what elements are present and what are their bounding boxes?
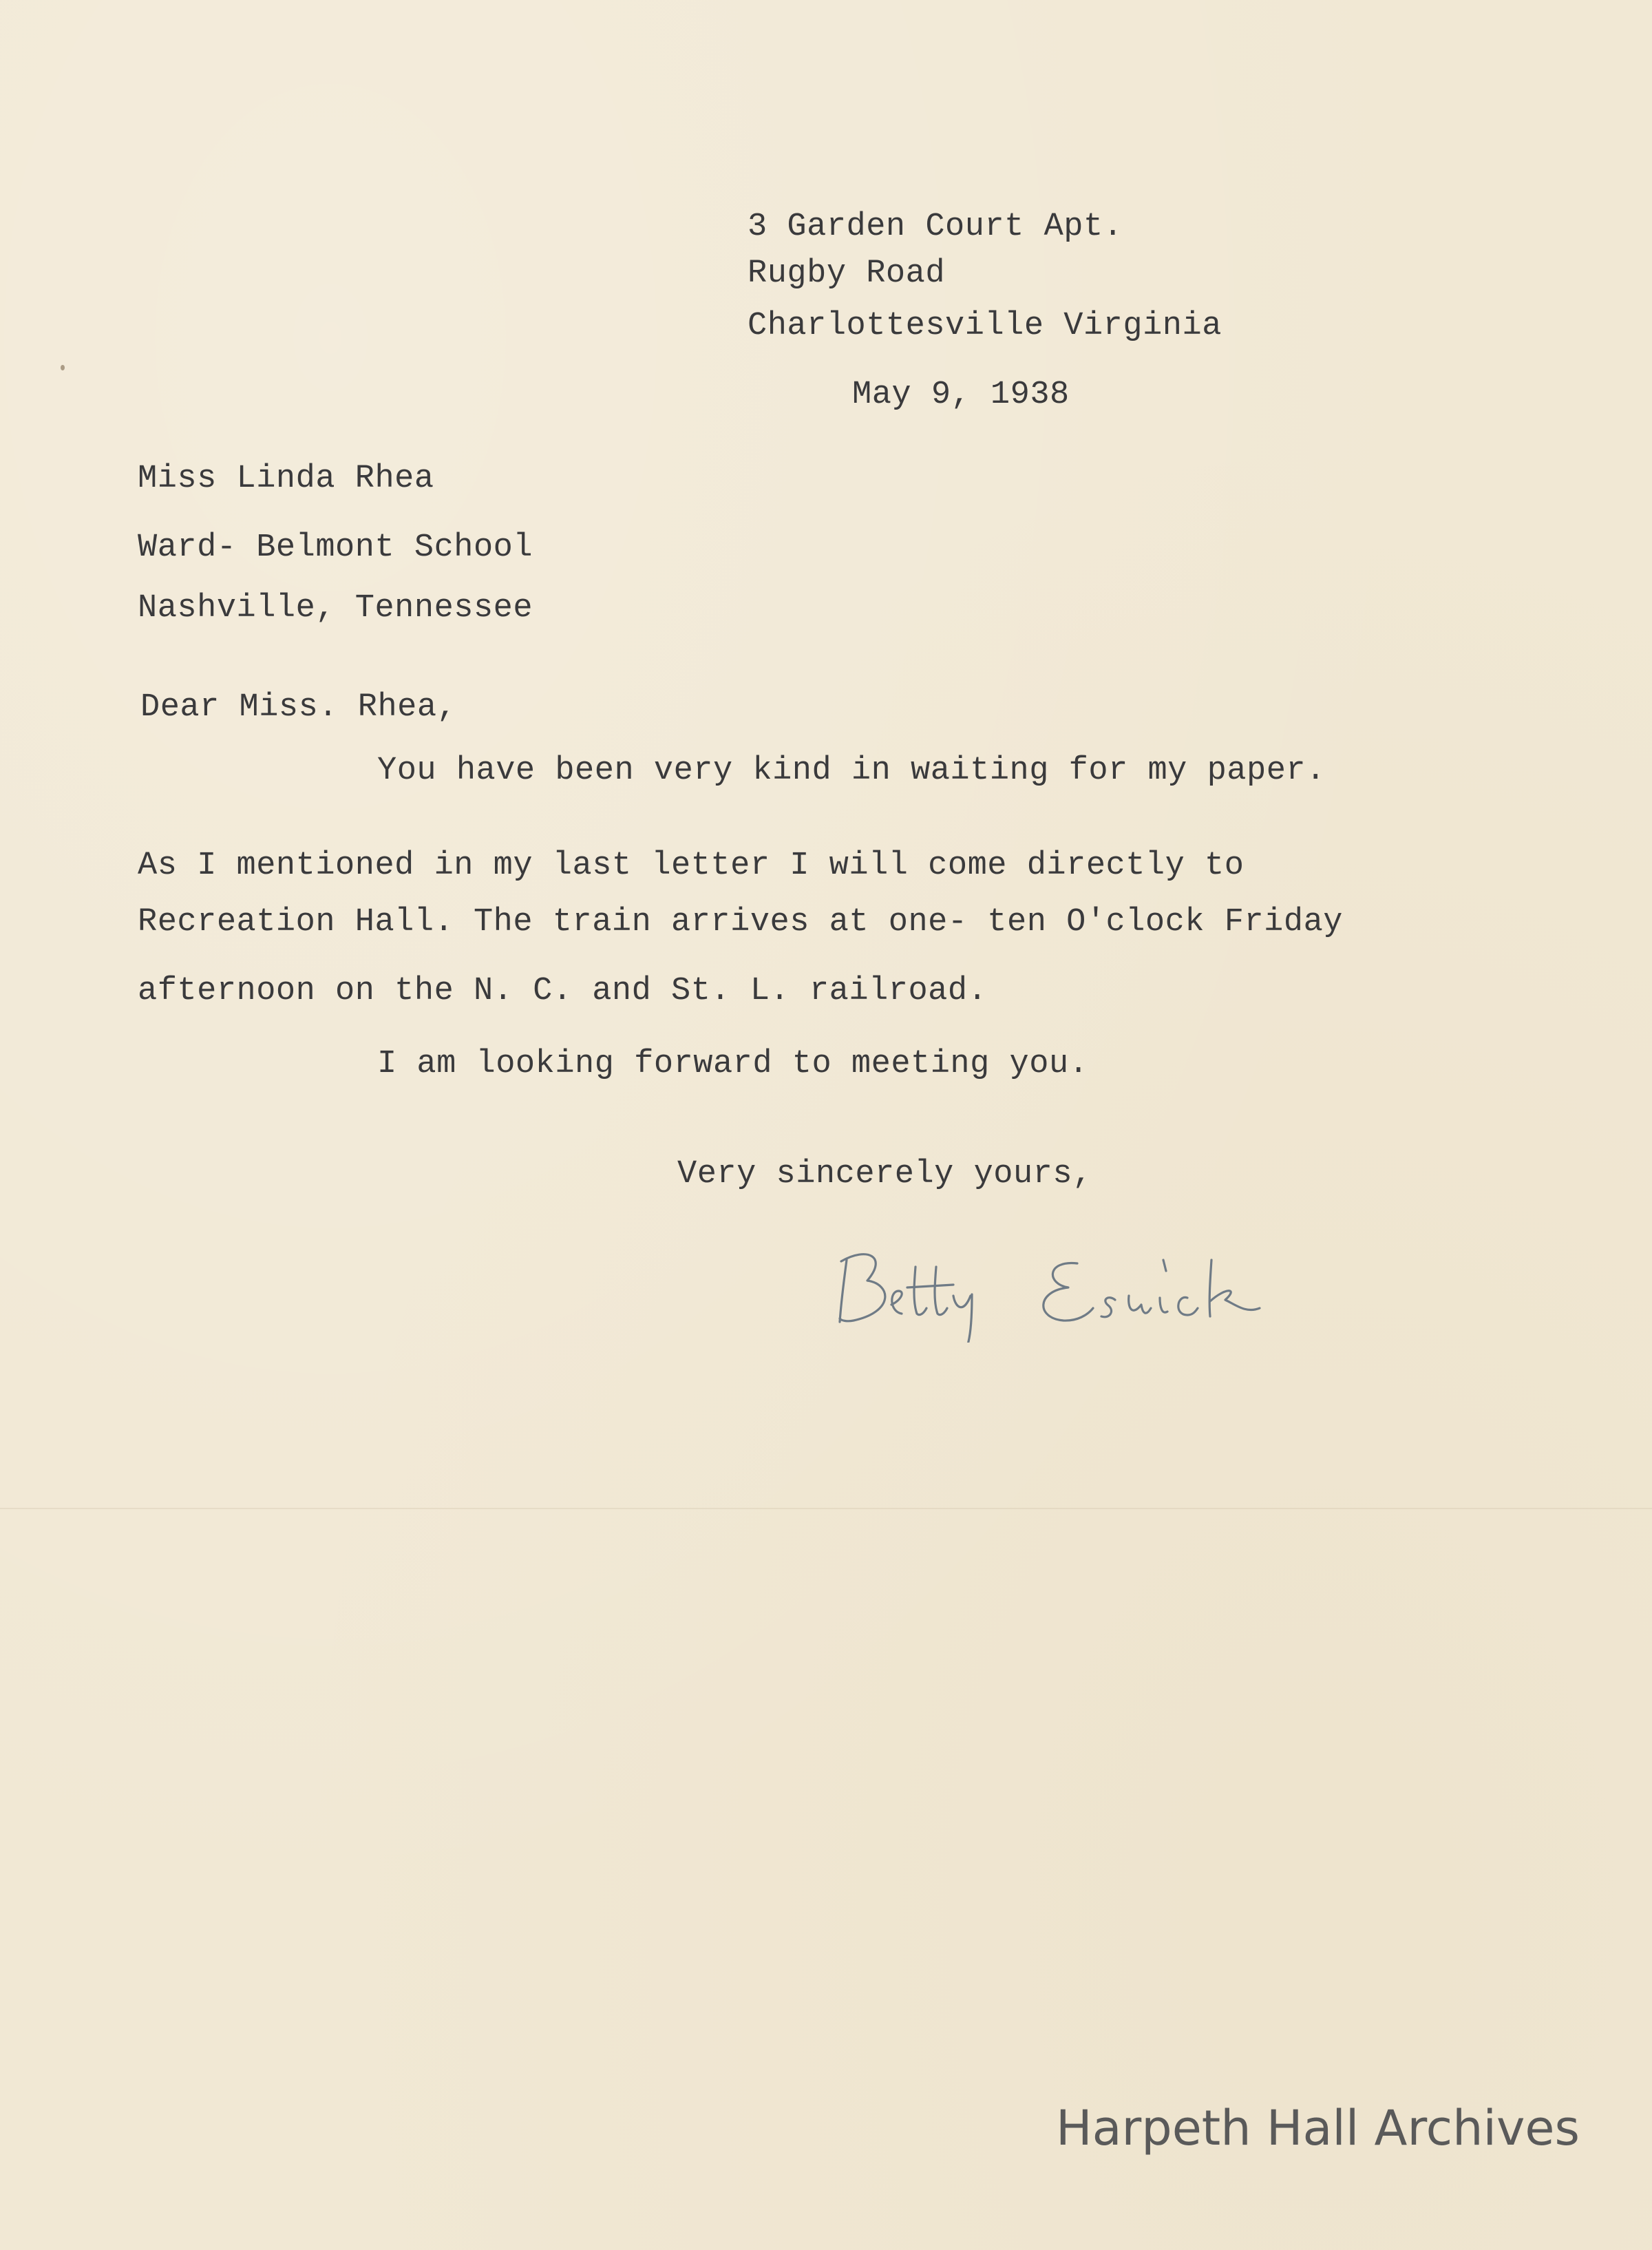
- body-line-5: I am looking forward to meeting you.: [377, 1046, 1089, 1082]
- sender-address-line-2: Rugby Road: [748, 255, 946, 292]
- archive-watermark: Harpeth Hall Archives: [1056, 2100, 1580, 2156]
- paper-fold-line: [0, 1508, 1652, 1509]
- sender-address-line-3: Charlottesville Virginia: [748, 308, 1222, 344]
- sender-address-line-1: 3 Garden Court Apt.: [748, 209, 1123, 245]
- recipient-line-3: Nashville, Tennessee: [138, 590, 533, 627]
- recipient-line-1: Miss Linda Rhea: [138, 461, 434, 497]
- salutation: Dear Miss. Rhea,: [140, 689, 457, 726]
- closing: Very sincerely yours,: [677, 1156, 1092, 1192]
- body-line-4: afternoon on the N. C. and St. L. railroad.: [138, 973, 988, 1009]
- letter-date: May 9, 1938: [852, 377, 1070, 413]
- handwritten-signature: [826, 1219, 1322, 1343]
- body-line-2: As I mentioned in my last letter I will come directly to: [138, 848, 1245, 884]
- body-line-1: You have been very kind in waiting for my paper.: [377, 753, 1326, 789]
- recipient-line-2: Ward- Belmont School: [138, 529, 533, 566]
- paper-speck: [61, 365, 65, 370]
- body-line-3: Recreation Hall. The train arrives at one- ten O'clock Friday: [138, 904, 1343, 940]
